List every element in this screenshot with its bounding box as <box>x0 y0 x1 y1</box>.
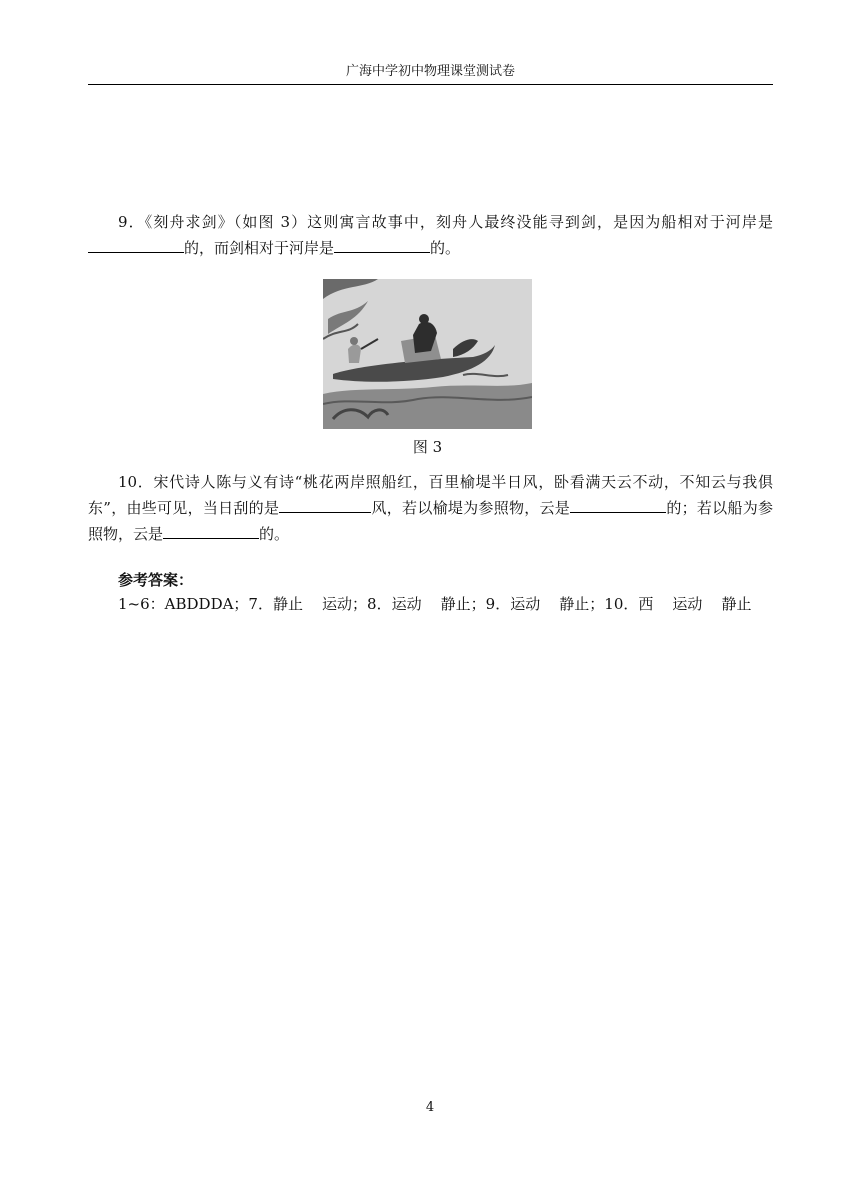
q9-blank-2 <box>334 236 430 253</box>
q10-blank-1 <box>279 496 371 513</box>
q10-text-2: 风，若以榆堤为参照物，云是 <box>371 499 571 517</box>
q10-blank-2 <box>570 496 666 513</box>
page-header: 广海中学初中物理课堂测试卷 <box>345 64 515 79</box>
q9-text-1: 9．《刻舟求剑》（如图 3）这则寓言故事中，刻舟人最终没能寻到剑，是因为船相对于河岸是 <box>118 213 773 231</box>
question-9 <box>88 209 773 261</box>
figure-3-image <box>323 279 532 429</box>
q10-blank-3 <box>163 522 259 539</box>
answers-body: 1~6：ABDDDA；7．静止 运动；8．运动 静止；9．运动 静止；10．西 运动 静止 <box>118 595 752 613</box>
figure-caption: 图 3 <box>412 438 443 456</box>
q10-text-4: 的。 <box>259 525 290 543</box>
q9-blank-1 <box>88 236 184 253</box>
q9-text-2: 的，而剑相对于河岸是 <box>184 239 335 257</box>
page-number: 4 <box>425 1100 435 1115</box>
question-10 <box>88 469 773 547</box>
header-rule <box>88 84 773 85</box>
q10-text-3: 的；若以船为参照物，云是 <box>88 499 773 543</box>
answers-title: 参考答案： <box>118 571 194 589</box>
q10-text-1: 10．宋代诗人陈与义有诗“桃花两岸照船红，百里榆堤半日风，卧看满天云不动，不知云与我俱东”，由些可见，当日刮的是 <box>88 473 773 517</box>
boat-illustration-icon <box>323 279 532 429</box>
q9-text-3: 的。 <box>430 239 461 257</box>
